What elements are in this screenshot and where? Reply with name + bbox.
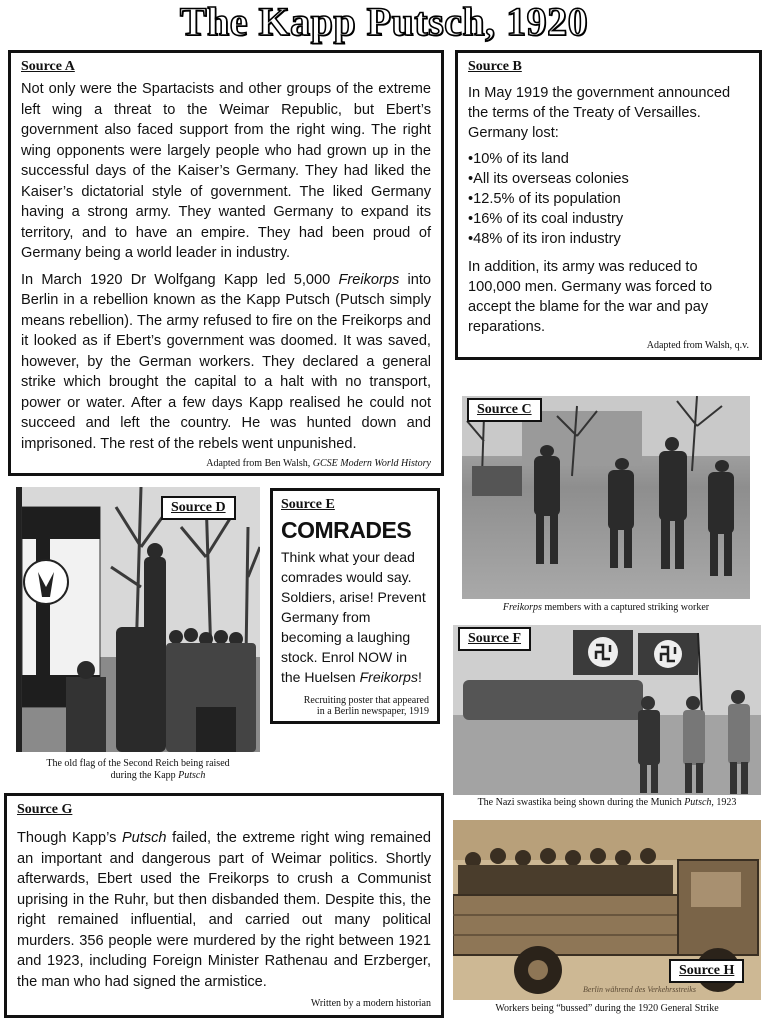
source-d-caption-italic: Putsch <box>178 770 206 781</box>
source-f-caption-suffix: , 1923 <box>711 797 737 808</box>
source-f-caption <box>453 797 761 809</box>
source-b-box <box>455 50 762 360</box>
source-f-label: Source F <box>458 627 531 651</box>
source-e-text <box>281 547 429 687</box>
source-f-caption-prefix: The Nazi swastika being shown during the Munich <box>477 797 685 808</box>
source-b-outro: In addition, its army was reduced to 100,000 men. Germany was forced to accept the blame for the war and pay reparations. <box>468 259 713 335</box>
source-a-label: Source A <box>21 59 75 74</box>
source-d-label: Source D <box>161 496 236 520</box>
source-b-text <box>468 83 749 337</box>
source-a-credit-book: GCSE Modern World History <box>312 458 431 469</box>
source-a-box <box>8 50 444 476</box>
source-b-list <box>468 149 749 249</box>
source-c-caption <box>462 602 750 614</box>
source-b-credit: Adapted from Walsh, q.v. <box>646 340 749 351</box>
source-g-label: Source G <box>17 802 73 817</box>
source-d-caption-line-2 <box>16 770 260 782</box>
source-a-p2-end: into Berlin in a rebellion known as the Kapp Putsch (Putsch simply means rebellion). The army refused to fire on the Freikorps and it looked as if Ebert’s government was doomed. It was saved, however, by the German workers. They declared a general strike which brought the capital to a halt with no transport, power or water. After a few days Kapp realised he could not succeed and left the country. He was hunted down and imprisoned. The rest of the rebels went unpunished. <box>21 271 431 452</box>
source-a-paragraph-1: Not only were the Spartacists and other groups of the extreme left wing a threat to the Weimar Republic, but Ebert’s government also faced support from the right wing. The right wing opponents were largely people who had grown up in the successful days of the Kaiser’s Germany. They had liked the Kaiser’s dictatorial style of government. The liked Germany having a strong army. They wanted Germany to expand its territory, and to have an empire. They had been proud of Germany being a world leader in industry. <box>21 81 431 261</box>
list-item: • 12.5% of its population <box>468 189 749 209</box>
source-a-credit <box>206 458 431 469</box>
source-g-text-italic: Putsch <box>121 830 167 846</box>
source-c-label: Source C <box>467 398 542 422</box>
source-a-p2-italic: Freikorps <box>338 271 400 288</box>
source-h-photo-text: Berlin während des Verkehrsstreiks <box>583 985 696 994</box>
source-g-text-end: failed, the extreme right wing remained an important and dangerous part of Weimar politics. Shortly afterwards, Ebert used the Freikorps to crush a Communist uprising in the Ruhr, but then disbanded them. Despite this, the right remained influential, and carried out many political murders. 356 people were murdered by the right between 1921 and 1923, including Foreign Minister Rathenau and Erzberger, the man who had signed the armistice. <box>17 830 431 990</box>
source-c-photo <box>462 396 750 599</box>
flag-raising-image <box>16 487 260 752</box>
source-b-label: Source B <box>468 59 522 74</box>
source-b-intro: In May 1919 the government announced the terms of the Treaty of Versailles. Germany lost: <box>468 85 731 141</box>
source-e-text-start: Think what your dead comrades would say. Soldiers, arise! Prevent Germany from becoming a laughing stock. Enrol NOW in the Huelsen <box>281 549 426 685</box>
source-h-caption: Workers being “bussed” during the 1920 General Strike <box>495 1003 719 1014</box>
page-title: The Kapp Putsch, 1920 <box>179 0 589 44</box>
source-a-paragraph-2 <box>21 270 431 455</box>
source-e-text-end: ! <box>417 669 422 685</box>
source-e-box <box>270 488 440 724</box>
source-e-label: Source E <box>281 497 335 512</box>
source-d-photo <box>16 487 260 752</box>
source-e-credit-line-2: in a Berlin newspaper, 1919 <box>316 706 429 717</box>
source-e-text-italic: Freikorps <box>359 669 418 685</box>
source-e-credit <box>304 695 429 717</box>
source-d-caption-line-1: The old flag of the Second Reich being raised <box>46 758 230 769</box>
source-g-credit: Written by a modern historian <box>310 998 431 1009</box>
source-c-caption-italic: Freikorps <box>502 602 542 613</box>
source-a-credit-prefix: Adapted from Ben Walsh, <box>206 458 313 469</box>
source-g-text-start: Though Kapp’s <box>17 830 122 846</box>
source-d-caption-prefix: during the Kapp <box>110 770 179 781</box>
source-e-credit-line-1: Recruiting poster that appeared <box>303 695 429 706</box>
list-item: • 16% of its coal industry <box>468 209 749 229</box>
source-c-caption-rest: members with a captured striking worker <box>541 602 710 613</box>
freikorps-march-image <box>462 396 750 599</box>
list-item: • All its overseas colonies <box>468 169 749 189</box>
source-d-caption <box>16 758 260 782</box>
list-item: • 48% of its iron industry <box>468 229 749 249</box>
source-g-box <box>4 793 444 1018</box>
source-e-heading: COMRADES <box>281 517 412 543</box>
source-g-text <box>17 828 431 992</box>
source-a-p2-start: In March 1920 Dr Wolfgang Kapp led 5,000 <box>21 271 339 288</box>
source-f-caption-italic: Putsch <box>684 797 712 808</box>
list-item: • 10% of its land <box>468 149 749 169</box>
source-h-label: Source H <box>669 959 744 983</box>
source-a-text <box>21 79 431 454</box>
